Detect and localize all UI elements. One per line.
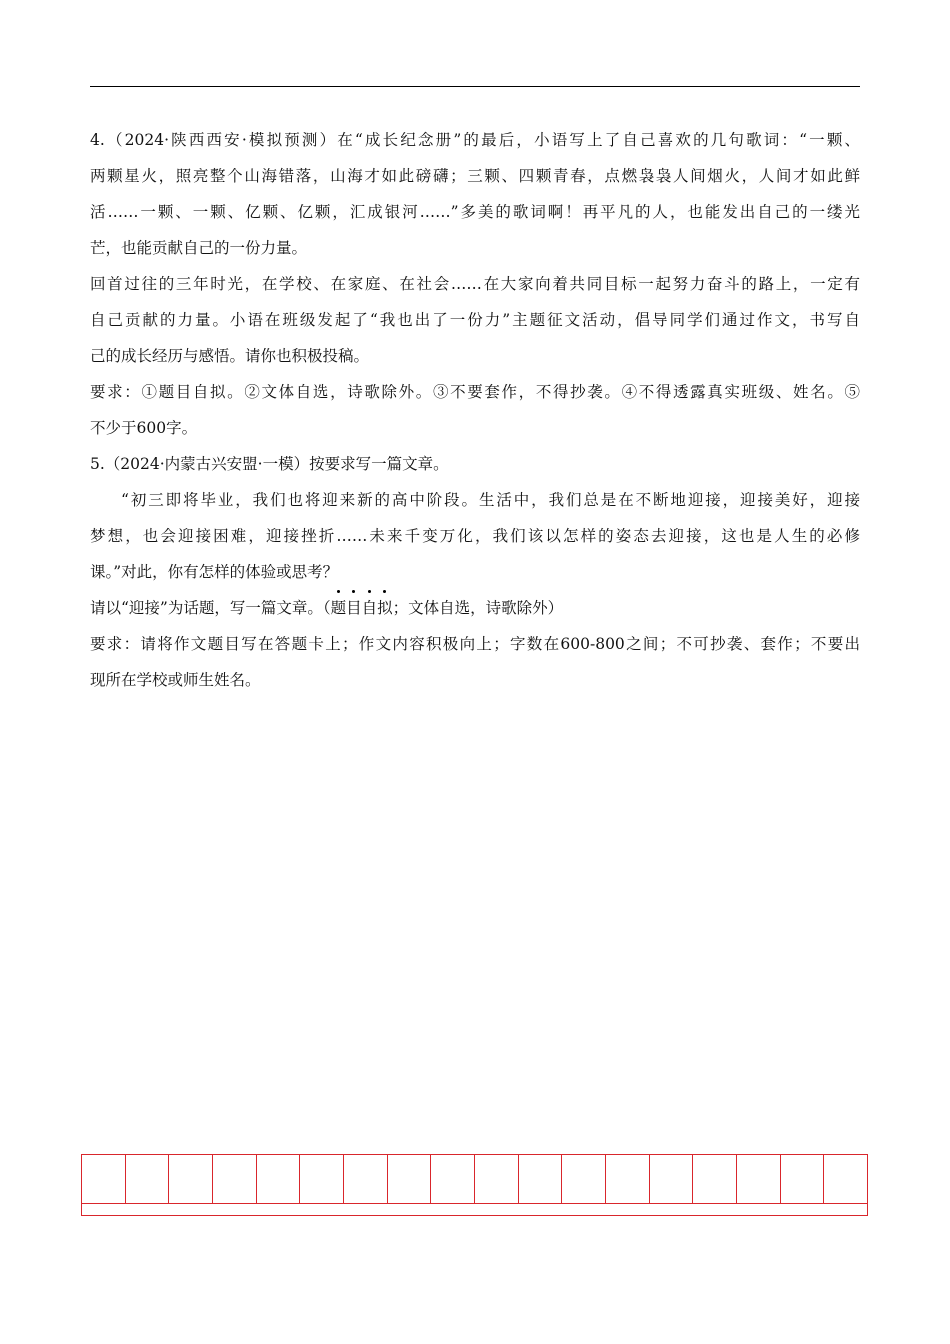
writing-grid-gap xyxy=(81,1204,868,1216)
emphasis-char: 自 xyxy=(362,599,378,617)
writing-grid-cell xyxy=(300,1155,344,1203)
q4-line: 芒，也能贡献自己的一份力量。 xyxy=(90,239,308,257)
q4-requirement-line: 要求：①题目自拟。②文体自选，诗歌除外。③不要套作，不得抄袭。④不得透露真实班级、姓名。⑤ xyxy=(90,383,860,401)
writing-grid-cell xyxy=(519,1155,563,1203)
writing-grid-cell xyxy=(475,1155,519,1203)
q5-topic-dotted xyxy=(331,599,393,617)
writing-grid-cell xyxy=(431,1155,475,1203)
q4-line: 两颗星火，照亮整个山海错落，山海才如此磅礴；三颗、四颗青春，点燃袅袅人间烟火，人间才如此鲜 xyxy=(90,167,860,185)
q5-requirement-line: 现所在学校或师生姓名。 xyxy=(90,671,261,689)
writing-grid-cell xyxy=(257,1155,301,1203)
writing-grid-cell xyxy=(781,1155,825,1203)
emphasis-dot xyxy=(337,590,340,593)
q5-quote-line: 课。”对此，你有怎样的体验或思考？ xyxy=(90,563,339,581)
writing-grid-cell xyxy=(824,1155,867,1203)
emphasis-dot xyxy=(352,590,355,593)
writing-grid-cell xyxy=(388,1155,432,1203)
writing-grid-cell xyxy=(126,1155,170,1203)
writing-grid-cell xyxy=(693,1155,737,1203)
writing-grid-row xyxy=(81,1154,868,1204)
q5-requirement-line: 要求：请将作文题目写在答题卡上；作文内容积极向上；字数在600-800之间；不可抄袭、套作；不要出 xyxy=(90,635,860,653)
writing-grid-cell xyxy=(737,1155,781,1203)
q4-line: 回首过往的三年时光，在学校、在家庭、在社会……在大家向着共同目标一起努力奋斗的路上，一定有 xyxy=(90,275,860,293)
q4-line: 4.（2024·陕西西安·模拟预测）在“成长纪念册”的最后，小语写上了自己喜欢的几句歌词：“一颗、 xyxy=(90,131,860,149)
writing-grid-cell xyxy=(169,1155,213,1203)
q5-quote-line: 梦想，也会迎接困难，迎接挫折……未来千变万化，我们该以怎样的姿态去迎接，这也是人生的必修 xyxy=(90,527,860,545)
q5-topic-line xyxy=(90,590,860,626)
writing-grid-cell xyxy=(82,1155,126,1203)
writing-grid-cell xyxy=(344,1155,388,1203)
header-rule xyxy=(90,86,860,87)
emphasis-dot xyxy=(368,590,371,593)
q4-requirement-line: 不少于600字。 xyxy=(90,419,198,437)
writing-grid xyxy=(81,1154,868,1216)
q5-topic-before: 请以“迎接”为话题，写一篇文章。（ xyxy=(90,599,331,617)
emphasis-char: 目 xyxy=(346,599,362,617)
writing-grid-cell xyxy=(606,1155,650,1203)
q5-topic-after: ；文体自选，诗歌除外） xyxy=(392,599,564,617)
emphasis-char: 题 xyxy=(331,599,347,617)
q4-line: 己的成长经历与感悟。请你也积极投稿。 xyxy=(90,347,370,365)
writing-grid-cell xyxy=(213,1155,257,1203)
emphasis-dot xyxy=(383,590,386,593)
writing-grid-cell xyxy=(650,1155,694,1203)
q4-line: 活……一颗、一颗、亿颗、亿颗，汇成银河……”多美的歌词啊！再平凡的人，也能发出自己的一缕光 xyxy=(90,203,860,221)
writing-grid-cell xyxy=(562,1155,606,1203)
q4-line: 自己贡献的力量。小语在班级发起了“我也出了一份力”主题征文活动，倡导同学们通过作文，书写自 xyxy=(90,311,860,329)
question-content xyxy=(90,122,860,698)
q5-header: 5.（2024·内蒙古兴安盟·一模）按要求写一篇文章。 xyxy=(90,455,449,473)
q5-quote-line: “初三即将毕业，我们也将迎来新的高中阶段。生活中，我们总是在不断地迎接，迎接美好，迎接 xyxy=(121,491,860,509)
emphasis-char: 拟 xyxy=(377,599,393,617)
